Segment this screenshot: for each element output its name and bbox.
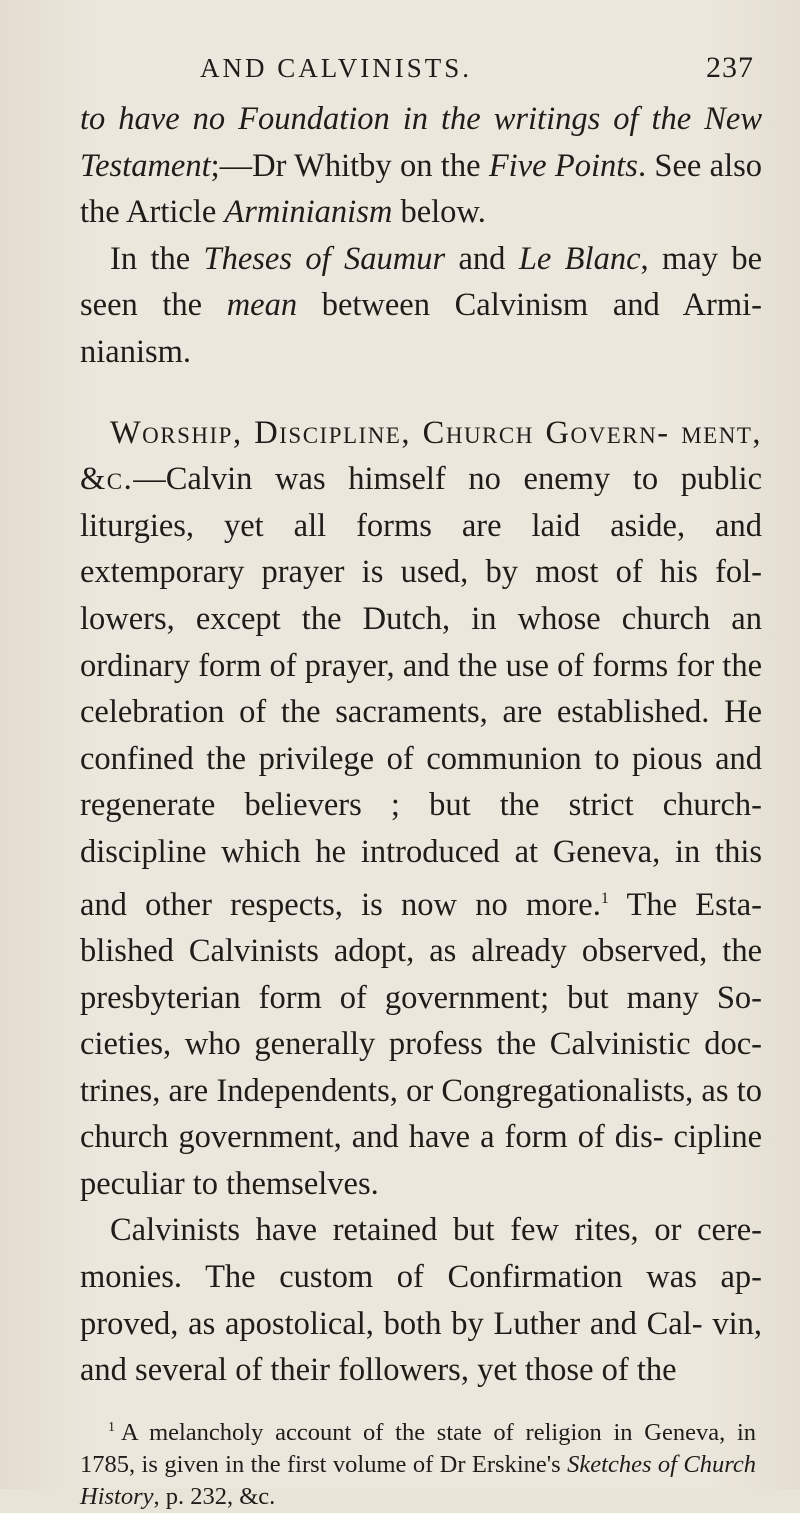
section-heading: Worship, Discipline, Church Govern- ment, &c. [80, 414, 762, 498]
text-fragment: between Calvinism and Armi- nianism. [80, 287, 763, 370]
text-fragment: . See also the Article [80, 147, 762, 231]
italic-five-points: Five Points [488, 147, 638, 184]
footnote-reference: 1 [600, 889, 609, 907]
text-fragment: below. [392, 194, 486, 231]
page-number: 237 [706, 51, 754, 84]
text-fragment: Calvinists have retained but few rites, or cere- monies. The custom of Confirmation was ap- proved, as apostolical, both by Luther and Cal- vin, and several of their followers, yet those of the [80, 1212, 762, 1389]
text-fragment: and [445, 240, 519, 277]
text-fragment: , may be seen the [80, 240, 762, 324]
footnote-text: , p. 232, &c. [153, 1483, 276, 1511]
paragraph-4 [80, 1207, 762, 1393]
text-fragment: ;—Dr Whitby on the [210, 147, 489, 184]
running-title: AND CALVINISTS. [200, 53, 473, 83]
italic-le-blanc: Le Blanc [518, 240, 641, 277]
paragraph-2 [80, 236, 762, 376]
text-fragment: The Esta- blished Calvinists adopt, as already observed, the presbyterian form of government; but many So- cieties, who generally profess the Calvinistic doc- trines, are Independents, or Congregationalists, as to church government, and have a form of dis- cipline peculiar to themselves. [80, 886, 762, 1202]
body-text [80, 96, 762, 1394]
text-fragment: —Calvin was himself no enemy to public liturgies, yet all forms are laid aside, and extemporary prayer is used, by most of his fol- lowers, except the Dutch, in whose church an ordinary form of prayer, and the use of forms for the celebration of the sacraments, are established. He confined the privilege of communion to pious and regenerate believers ; but the strict church- discipline which he introduced at Geneva, in this and other respects, is now no more. [80, 461, 762, 923]
paragraph-1 [80, 96, 762, 236]
footnote-text: A melancholy account of the state of religion in Geneva, in 1785, is given in the first volume of Dr Erskine's [80, 1419, 756, 1479]
text-fragment: In the [110, 240, 204, 277]
running-head [80, 48, 762, 92]
footnote-mark: 1 [108, 1419, 115, 1435]
footnote-italic-title: Sketches of Church History [80, 1451, 756, 1511]
italic-title-fragment: to have no Foundation in the writings of the New Testament [80, 101, 762, 184]
footnote [80, 1412, 756, 1513]
italic-arminianism: Arminianism [224, 194, 393, 231]
paragraph-3 [80, 410, 762, 1208]
footnote-separator [80, 1394, 762, 1412]
italic-mean: mean [226, 287, 298, 324]
italic-theses: Theses of Saumur [203, 240, 446, 277]
